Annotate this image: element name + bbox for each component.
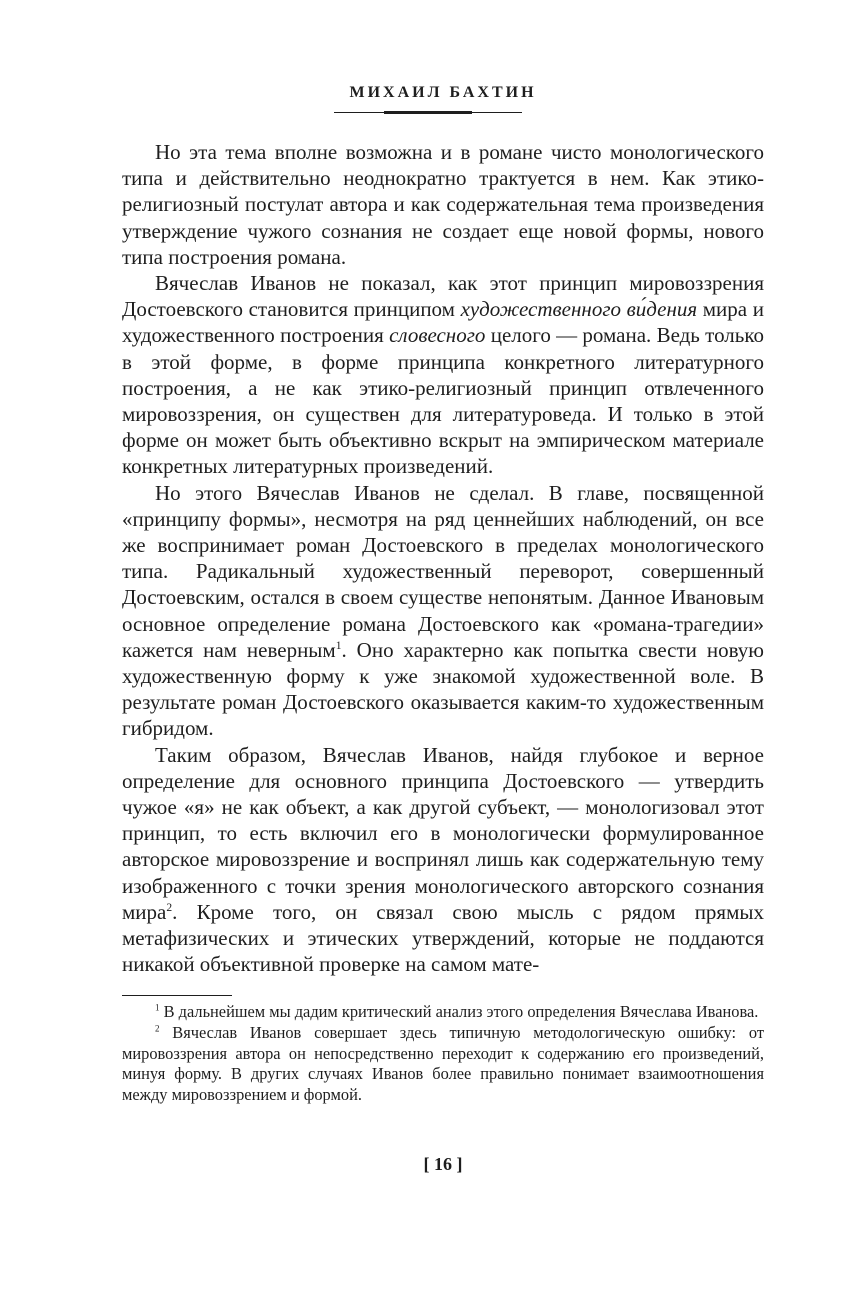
paragraph-2 — [122, 270, 764, 480]
paragraph-2-italic-2: словесного — [389, 323, 486, 348]
footnote-1 — [122, 1002, 764, 1023]
footnote-ref-2[interactable]: 2 — [166, 901, 173, 914]
paragraph-3-text-2: . Оно характерно как попытка свести новую художественную форму к уже знакомой художественной воле. В результате роман Достоевского оказывается каким-то художественным гибридом. — [122, 637, 764, 741]
main-text — [122, 139, 764, 978]
footnotes — [122, 1002, 764, 1106]
paragraph-3-text-1: Но этого Вячеслав Иванов не сделал. В главе, посвященной «принципу формы», несмотря на ряд ценнейших наблюдений, он все же воспринимает роман Достоевского в пределах монологического типа. Радикальный художественный переворот, совершенный Достоевским, остался в своем существе непонятым. Данное Ивановым основное определение романа Достоевского как «романа-трагедии» кажется нам неверным — [122, 480, 764, 662]
footnote-marker-2: 2 — [155, 1023, 160, 1034]
paragraph-4 — [122, 742, 764, 978]
page-number: [ 16 ] — [423, 1154, 463, 1174]
paragraph-4-text-1: Таким образом, Вячеслав Иванов, найдя глубокое и верное определение для основного принципа Достоевского — утвердить чужое «я» не как объект, а как другой субъект, — монологизовал этот принцип, то есть включил его в монологически формулированное авторское мировоззрение и воспринял лишь как содержательную тему изображенного с точки зрения монологического авторского сознания мира — [122, 742, 764, 924]
footnote-marker-1: 1 — [155, 1002, 160, 1013]
paragraph-4-text-2: . Кроме того, он связал свою мысль с рядом прямых метафизических и этических утверждений, которые не поддаются никакой объективной проверке на самом мате- — [122, 899, 764, 977]
footnote-rule — [122, 995, 232, 996]
paragraph-3 — [122, 480, 764, 742]
footnote-2-text: Вячеслав Иванов совершает здесь типичную методологическую ошибку: от мировоззрения автора он непосредственно переходит к содержанию его произведений, минуя форму. В других случаях Иванов более правильно понимает взаимоотношения между мировоззрением и формой. — [122, 1022, 764, 1105]
header-rule-bold — [384, 111, 472, 114]
paragraph-2-text-3: целого — романа. Ведь только в этой форме, в форме принципа конкретного литературного построения, а не как этико-религиозный принцип отвлеченного мировоззрения, он существен для литературоведа. И только в этой форме он может быть объективно вскрыт на эмпирическом материале конкретных литературных произведений. — [122, 323, 764, 479]
footnote-1-text: В дальнейшем мы дадим критический анализ этого определения Вячеслава Иванова. — [159, 1002, 759, 1021]
footnote-ref-1[interactable]: 1 — [335, 639, 342, 652]
footnote-2 — [122, 1023, 764, 1106]
paragraph-1: Но эта тема вполне возможна и в романе чисто монологического типа и действительно неоднократно трактуется в нем. Как этико-религиозный постулат автора и как содержательная тема произведения утверждение чужого сознания не создает еще новой формы, нового типа построения романа. — [122, 140, 764, 269]
paragraph-2-text-2: мира и художественного построения — [122, 297, 764, 348]
paragraph-2-text-1: Вячеслав Иванов не показал, как этот принцип мировоззрения Достоевского становится принципом — [122, 271, 764, 322]
paragraph-2-italic-1: художественного ви́дения — [460, 297, 698, 322]
running-header: МИХАИЛ БАХТИН — [349, 84, 537, 101]
